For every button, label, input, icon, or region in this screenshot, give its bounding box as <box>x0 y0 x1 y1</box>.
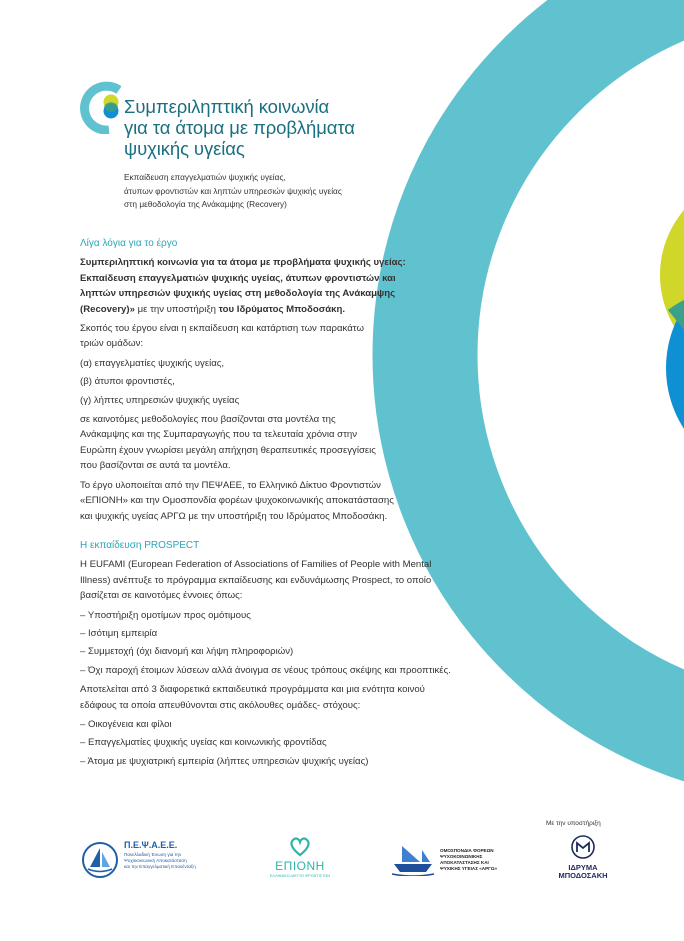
epioni-name: ΕΠΙΟΝΗ <box>275 859 325 873</box>
concept-item: – Συμμετοχή (όχι διανομή και λήψη πληροφοριών) <box>80 646 294 658</box>
subtitle <box>124 171 424 212</box>
bodosakis-logo <box>548 834 618 884</box>
main-content <box>80 236 480 773</box>
pefaee-desc <box>124 852 196 870</box>
implementation-line: «ΕΠΙΟΝΗ» και την Ομοσπονδία φορέων ψυχοκοινωνικής αποκατάστασης <box>80 495 394 507</box>
bodosakis-name-line: ΙΔΡΥΜΑ <box>568 863 598 872</box>
group-item: (β) άτυποι φροντιστές, <box>80 376 175 388</box>
methods-line: σε καινοτόμες μεθοδολογίες που βασίζονται στα μοντέλα της <box>80 414 336 426</box>
subtitle-line: Εκπαίδευση επαγγελματιών ψυχικής υγείας, <box>124 172 286 182</box>
prospect-intro <box>80 557 480 603</box>
intro-bold-line: ληπτών υπηρεσιών ψυχικής υγείας στη μεθοδολογία της Ανάκαμψης <box>80 288 396 300</box>
subtitle-line: στη μεθοδολογία της Ανάκαμψης (Recovery) <box>124 199 287 209</box>
title-line: Συμπεριληπτική κοινωνία <box>124 96 330 117</box>
methods-line: Ευρώπη έχουν γνωρίσει μεγάλη απήχηση θεραπευτικές προσεγγίσεις <box>80 444 376 456</box>
implementation-line: Το έργο υλοποιείται από την ΠΕΨΑΕΕ, το Ελληνικό Δίκτυο Φροντιστών <box>80 479 381 491</box>
concepts-list <box>80 608 480 679</box>
project-logo-icon <box>79 80 125 134</box>
intro-plain-fragment: με την υποστήριξη <box>134 303 219 315</box>
intro-last-line <box>80 302 480 317</box>
programs-line: Αποτελείται από 3 διαφορετικά εκπαιδευτικά προγράμματα και μια ενότητα κοινού <box>80 684 425 696</box>
argo-logo <box>390 840 510 880</box>
epioni-desc: ΕΛΛΗΝΙΚΟ ΔΙΚΤΥΟ ΦΡΟΝΤΙΣΤΩΝ <box>270 874 330 878</box>
prospect-intro-line: Η EUFAMI (European Federation of Associations of Families of People with Mental <box>80 559 432 571</box>
purpose-line: τριών ομάδων: <box>80 338 144 350</box>
purpose-paragraph <box>80 321 480 352</box>
intro-paragraph <box>80 255 480 317</box>
prospect-intro-line: Illness) ανέπτυξε το πρόγραμμα εκπαίδευσης και ενδυνάμωσης Prospect, το οποίο <box>80 574 432 586</box>
title-line: για τα άτομα με προβλήματα <box>124 117 355 138</box>
pefaee-logo <box>80 840 210 880</box>
programs-paragraph <box>80 682 480 713</box>
prospect-intro-line: βασίζεται σε καινοτόμες έννοιες όπως: <box>80 590 243 602</box>
bodosakis-emblem-icon <box>570 834 596 860</box>
pefaee-desc-line: Πανελλαδική Ένωση για την <box>124 852 182 857</box>
section-gap <box>80 528 480 538</box>
methods-line: που βασίζονται σε αυτά τα μοντέλα. <box>80 460 231 472</box>
section-heading-about: Λίγα λόγια για το έργο <box>80 238 178 249</box>
implementation-line: και ψυχικής υγείας ΑΡΓΩ με την υποστήριξη του Ιδρύματος Μποδοσάκη. <box>80 510 388 522</box>
bodosakis-name <box>548 864 618 880</box>
intro-bold-line: Εκπαίδευση επαγγελματιών ψυχικής υγείας, άτυπων φροντιστών και <box>80 272 396 284</box>
argo-desc-line: ΨΥΧΟΚΟΙΝΩΝΙΚΗΣ <box>440 854 483 859</box>
subtitle-line: άτυπων φροντιστών και ληπτών υπηρεσιών ψυχικής υγείας <box>124 185 342 196</box>
sailboat-icon <box>80 840 120 880</box>
target-item: – Οικογένεια και φίλοι <box>80 718 172 730</box>
pefaee-desc-line: και την Επαγγελματική Επανένταξη <box>124 864 196 869</box>
page-title <box>124 96 424 159</box>
concept-item: – Υποστήριξη ομοτίμων προς ομότιμους <box>80 609 251 621</box>
intro-bold-line: Συμπεριληπτική κοινωνία για τα άτομα με προβλήματα ψυχικής υγείας: <box>80 257 406 269</box>
support-note: Με την υποστήριξη <box>546 820 601 827</box>
purpose-line: Σκοπός του έργου είναι η εκπαίδευση και κατάρτιση των παρακάτω <box>80 323 364 335</box>
section-heading-prospect: Η εκπαίδευση PROSPECT <box>80 539 200 551</box>
targets-list <box>80 717 480 769</box>
title-line: ψυχικής υγείας <box>124 138 245 159</box>
intro-bold-fragment: του Ιδρύματος Μποδοσάκη. <box>218 303 346 315</box>
group-item: (γ) λήπτες υπηρεσιών ψυχικής υγείας <box>80 394 240 406</box>
methods-paragraph <box>80 412 480 474</box>
programs-line: εδάφους τα οποία απευθύνονται στις ακόλουθες ομάδες- στόχους: <box>80 699 361 711</box>
target-item: – Επαγγελματίες ψυχικής υγείας και κοινωνικής φροντίδας <box>80 737 327 749</box>
bodosakis-name-line: ΜΠΟΔΟΣΑΚΗ <box>558 871 608 880</box>
epioni-logo <box>265 832 335 882</box>
concept-item: – Όχι παροχή έτοιμων λύσεων αλλά άνοιγμα σε νέους τρόπους σκέψης και προοπτικές. <box>80 664 451 676</box>
argo-desc-line: ΨΥΧΙΚΗΣ ΥΓΕΙΑΣ «ΑΡΓΩ» <box>440 866 498 871</box>
groups-list <box>80 356 480 408</box>
group-item: (α) επαγγελματίες ψυχικής υγείας, <box>80 357 225 369</box>
pefaee-desc-line: Ψυχοκοινωνική Αποκατάσταση <box>124 858 187 863</box>
argo-desc-line: ΟΜΟΣΠΟΝΔΙΑ ΦΟΡΕΩΝ <box>440 848 494 853</box>
argo-desc <box>440 848 497 872</box>
target-item: – Άτομα με ψυχιατρική εμπειρία (λήπτες υπηρεσιών ψυχικής υγείας) <box>80 755 369 767</box>
concept-item: – Ισότιμη εμπειρία <box>80 627 158 639</box>
implementation-paragraph <box>80 478 480 524</box>
heart-hands-icon <box>288 834 312 858</box>
argo-desc-line: ΑΠΟΚΑΤΑΣΤΑΣΗΣ ΚΑΙ <box>440 860 489 865</box>
methods-line: Ανάκαμψης και της Συμπαραγωγής που τα τελευταία χρόνια στην <box>80 429 358 441</box>
intro-bold-fragment: (Recovery)» <box>80 303 135 315</box>
pefaee-name: Π.Ε.Ψ.Α.Ε.Ε. <box>124 840 178 850</box>
ship-icon <box>390 842 436 876</box>
